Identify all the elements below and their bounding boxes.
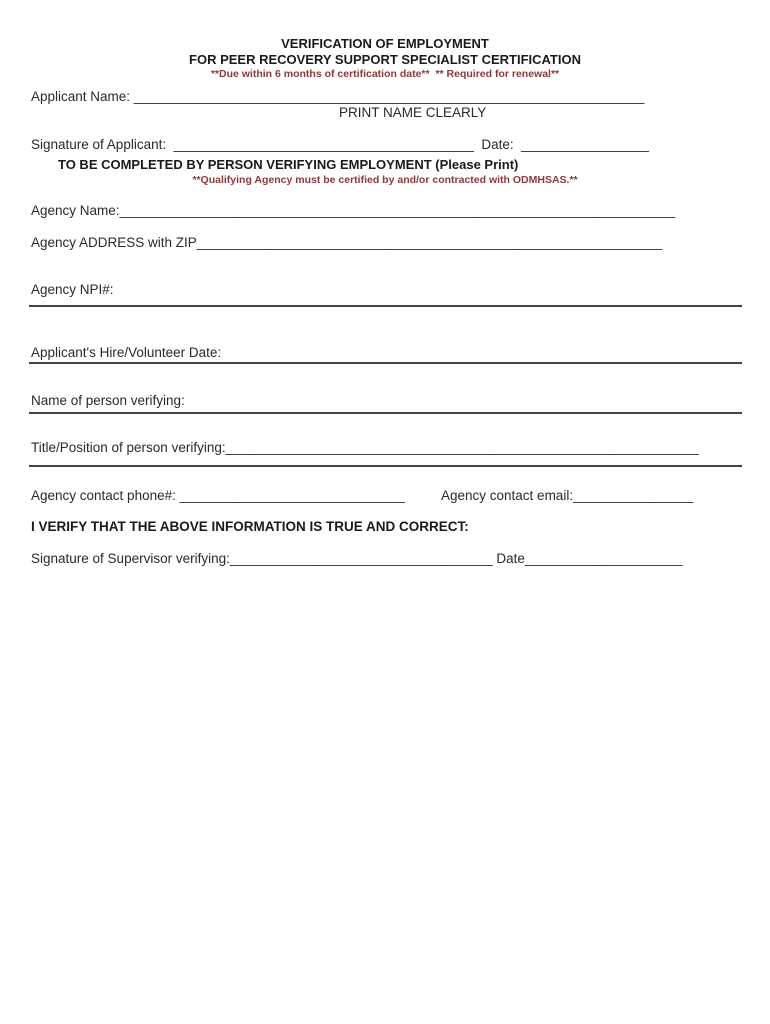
form-title-line1: VERIFICATION OF EMPLOYMENT <box>281 36 489 51</box>
contact-phone-field[interactable]: Agency contact phone#: ______________________________ <box>31 488 405 503</box>
name-verifying-line <box>29 412 742 414</box>
print-name-note: PRINT NAME CLEARLY <box>339 105 487 120</box>
hire-date-line <box>29 362 742 364</box>
applicant-signature-field[interactable]: Signature of Applicant: ________________________________________ Date: _________________ <box>31 137 649 152</box>
form-title-line2: FOR PEER RECOVERY SUPPORT SPECIALIST CERTIFICATION <box>189 52 581 67</box>
contact-email-field[interactable]: Agency contact email:________________ <box>441 488 694 503</box>
name-verifying-field[interactable]: Name of person verifying: <box>31 393 185 408</box>
agency-name-field[interactable]: Agency Name:__________________________________________________________________________ <box>31 203 676 218</box>
qualifying-agency-note: **Qualifying Agency must be certified by and/or contracted with ODMHSAS.** <box>192 174 578 186</box>
agency-npi-field[interactable]: Agency NPI#: <box>31 282 114 297</box>
due-note: **Due within 6 months of certification date** ** Required for renewal** <box>210 68 560 80</box>
title-verifying-field[interactable]: Title/Position of person verifying:_______________________________________________________________ <box>31 440 699 455</box>
verify-statement: I VERIFY THAT THE ABOVE INFORMATION IS TRUE AND CORRECT: <box>31 519 469 534</box>
title-verifying-line <box>29 465 742 467</box>
agency-npi-line <box>29 305 742 307</box>
hire-date-field[interactable]: Applicant's Hire/Volunteer Date: <box>31 345 222 360</box>
verifier-heading: TO BE COMPLETED BY PERSON VERIFYING EMPLOYMENT (Please Print) <box>58 157 519 172</box>
agency-address-field[interactable]: Agency ADDRESS with ZIP______________________________________________________________ <box>31 235 663 250</box>
supervisor-signature-field[interactable]: Signature of Supervisor verifying:___________________________________ Date_____________________ <box>31 551 683 566</box>
applicant-name-field[interactable]: Applicant Name: ____________________________________________________________________ <box>31 89 645 104</box>
